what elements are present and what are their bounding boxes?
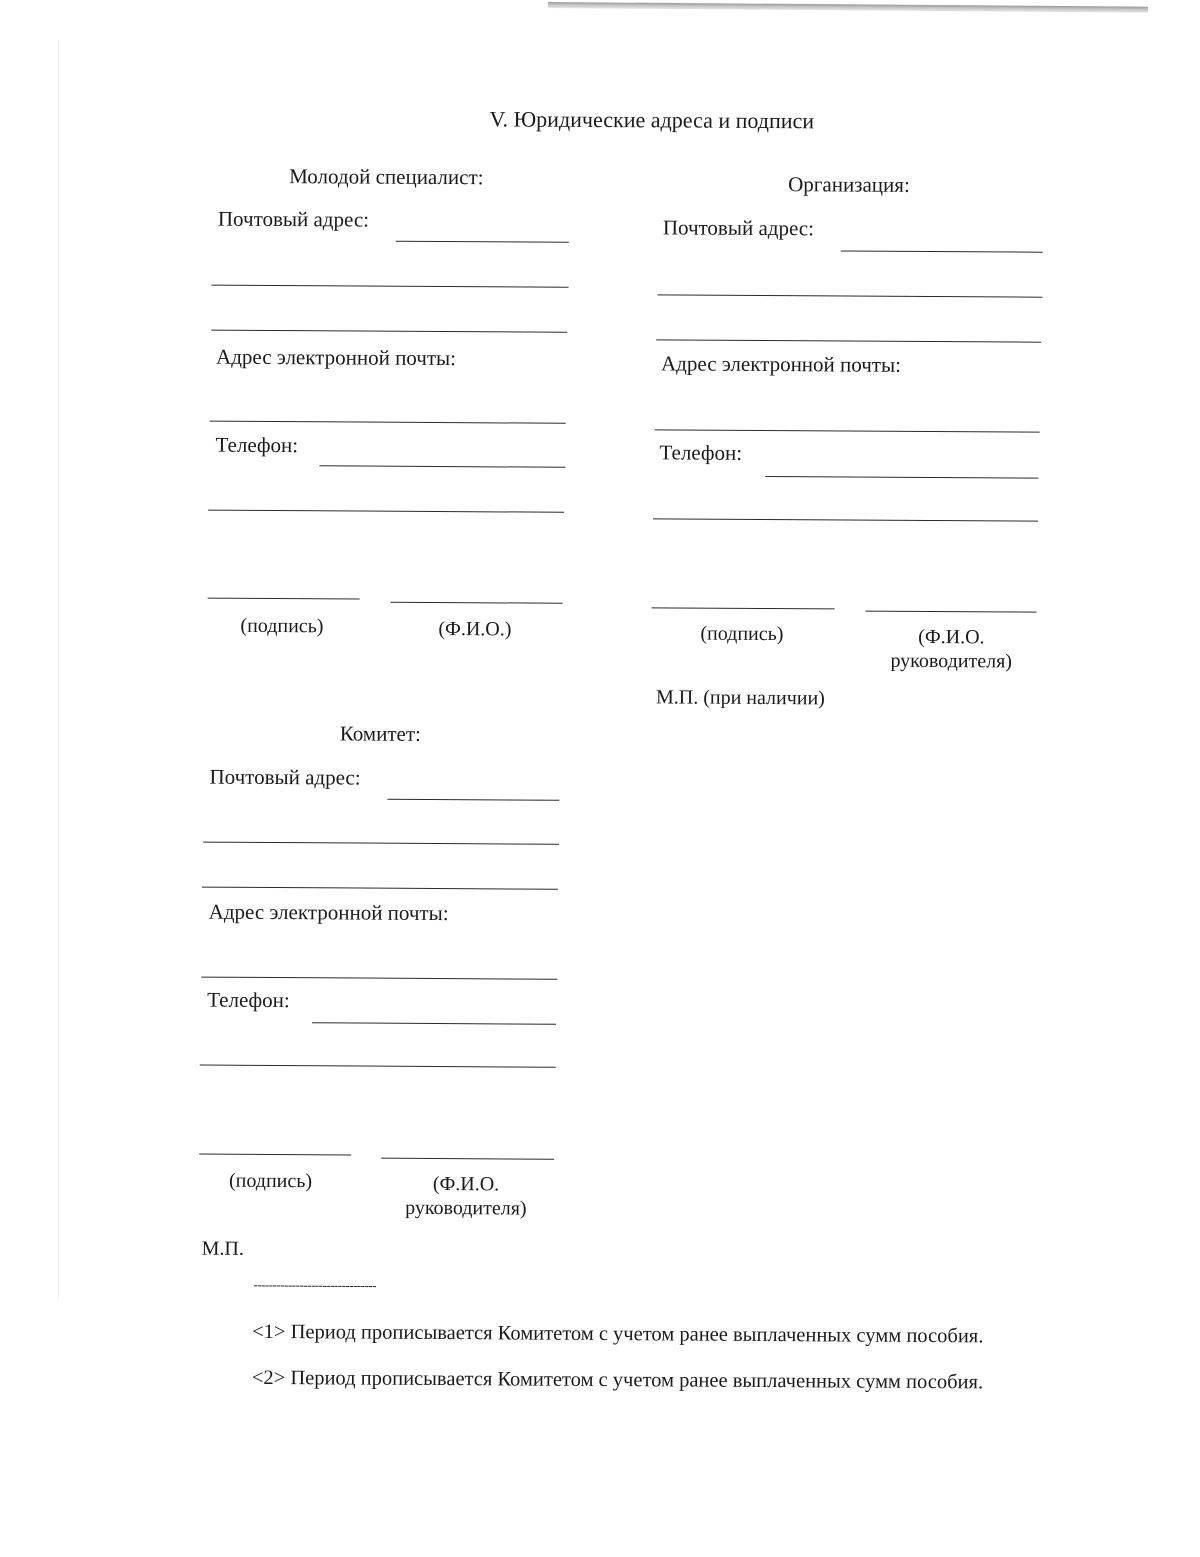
footnote-1: <1> Период прописывается Комитетом с учетом ранее выплаченных сумм пособия. (252, 1320, 984, 1348)
section-title: V. Юридические адреса и подписи (489, 106, 815, 134)
organization-postal-field-3[interactable] (656, 339, 1041, 342)
committee-email-label: Адрес электронной почты: (208, 899, 449, 926)
organization-seal-label: М.П. (при наличии) (655, 686, 825, 710)
specialist-name-field[interactable] (391, 602, 563, 604)
specialist-postal-field-1[interactable] (396, 241, 569, 243)
organization-name-field[interactable] (866, 611, 1037, 613)
organization-phone-field-2[interactable] (653, 518, 1038, 521)
organization-postal-field-2[interactable] (657, 294, 1042, 297)
specialist-heading: Молодой специалист: (289, 164, 484, 190)
committee-phone-label: Телефон: (207, 987, 290, 1013)
organization-name-label (880, 625, 1022, 674)
specialist-postal-field-3[interactable] (211, 330, 567, 333)
committee-name-label-line-2: руководителя) (405, 1196, 527, 1220)
specialist-phone-label: Телефон: (215, 432, 299, 458)
committee-postal-field-3[interactable] (202, 887, 558, 890)
committee-name-field[interactable] (381, 1158, 554, 1160)
organization-signature-field[interactable] (652, 607, 835, 609)
committee-name-label-line-1: (Ф.И.О. (432, 1172, 500, 1196)
specialist-postal-label: Почтовый адрес: (217, 206, 370, 232)
specialist-phone-field-1[interactable] (319, 465, 565, 468)
organization-email-field[interactable] (655, 429, 1040, 432)
organization-name-label-line-2: руководителя) (890, 649, 1013, 673)
organization-postal-field-1[interactable] (841, 250, 1043, 252)
committee-name-label (395, 1172, 537, 1221)
specialist-signature-field[interactable] (208, 598, 360, 600)
committee-signature-label: (подпись) (228, 1169, 313, 1193)
footnote-2: <2> Период прописывается Комитетом с учетом ранее выплаченных сумм пособия. (251, 1366, 984, 1394)
committee-seal-label: М.П. (201, 1237, 244, 1260)
committee-postal-label: Почтовый адрес: (209, 764, 361, 790)
organization-signature-label: (подпись) (700, 622, 784, 646)
organization-email-label: Адрес электронной почты: (660, 351, 902, 377)
specialist-name-label: (Ф.И.О.) (438, 618, 512, 641)
specialist-signature-label: (подпись) (240, 614, 324, 638)
committee-postal-field-2[interactable] (203, 842, 559, 845)
committee-postal-field-1[interactable] (387, 799, 559, 801)
organization-postal-label: Почтовый адрес: (662, 215, 815, 241)
specialist-phone-field-2[interactable] (208, 510, 564, 513)
specialist-postal-field-2[interactable] (212, 285, 569, 288)
committee-phone-field-2[interactable] (200, 1065, 556, 1068)
committee-heading: Комитет: (339, 721, 421, 746)
specialist-email-field[interactable] (210, 421, 566, 424)
footnote-separator: -------------------------------- (253, 1276, 376, 1293)
organization-heading: Организация: (788, 172, 910, 197)
committee-phone-field-1[interactable] (312, 1022, 556, 1024)
organization-name-label-line-1: (Ф.И.О. (918, 625, 985, 649)
committee-email-field[interactable] (201, 977, 557, 980)
organization-phone-label: Телефон: (659, 440, 743, 465)
committee-signature-field[interactable] (199, 1154, 351, 1156)
organization-phone-field-1[interactable] (765, 476, 1038, 479)
specialist-email-label: Адрес электронной почты: (216, 344, 457, 371)
